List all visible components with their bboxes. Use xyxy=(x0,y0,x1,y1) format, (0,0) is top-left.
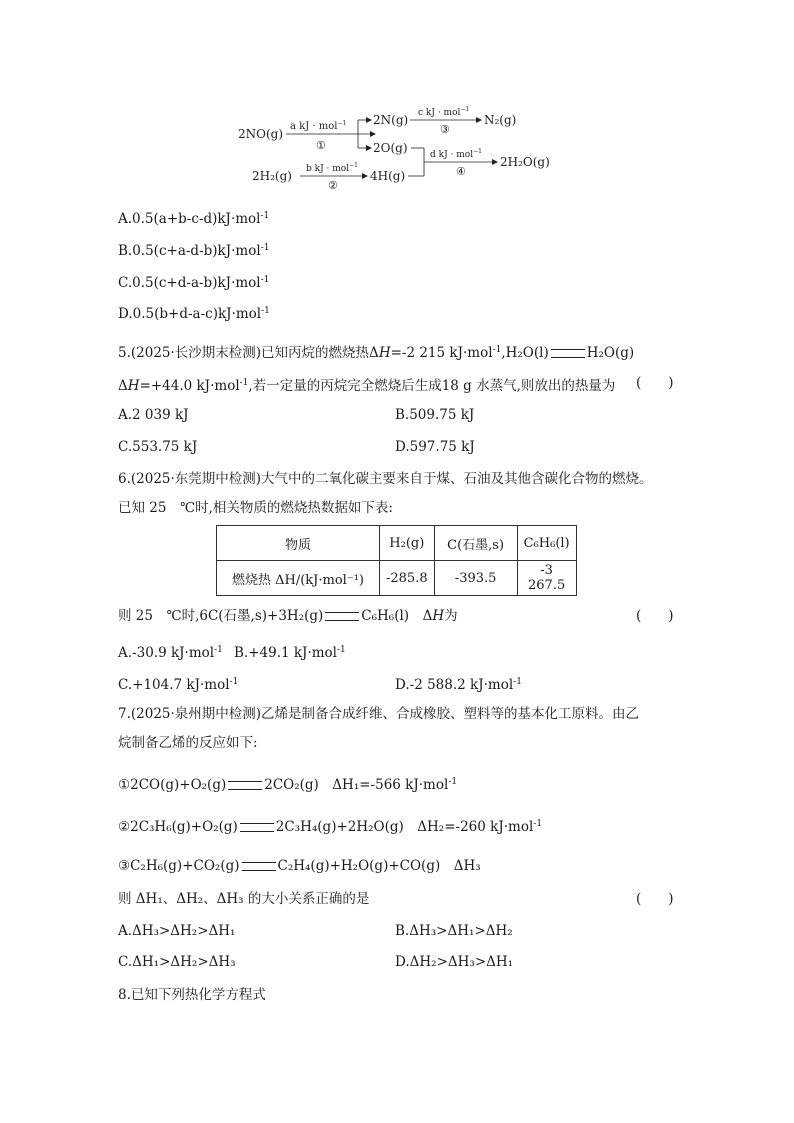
q5-option-d: D.597.75 kJ xyxy=(395,439,475,455)
q7-option-b: B.ΔH₃>ΔH₁>ΔH₂ xyxy=(395,923,513,939)
q4-option-c: C.0.5(c+d-a-b)kJ·mol$^{-1}$ xyxy=(118,275,270,291)
diagram-step1-label: a kJ · mol$^{-1}$ xyxy=(290,120,347,132)
table-row xyxy=(217,526,577,561)
diagram-h-atoms: 4H(g) xyxy=(370,169,406,183)
diagram-step4-num: ④ xyxy=(456,165,466,178)
q7-option-d: D.ΔH₂>ΔH₃>ΔH₁ xyxy=(395,954,514,970)
q6-stem-line2: 已知 25 ℃时,相关物质的燃烧热数据如下表: xyxy=(118,500,393,516)
q5-stem-line2: ΔH=+44.0 kJ·mol$^{-1}$,若一定量的丙烷完全燃烧后生成18 g 水蒸气,则放出的热量为 xyxy=(118,378,616,394)
q5-option-a: A.2 039 kJ xyxy=(118,407,189,423)
q6-option-d: D.-2 588.2 kJ·mol$^{-1}$ xyxy=(395,677,522,693)
q5-option-b: B.509.75 kJ xyxy=(395,407,475,423)
table-cell-benzene: -3 267.5 xyxy=(517,561,576,596)
q6-option-c: C.+104.7 kJ·mol$^{-1}$ xyxy=(118,677,239,693)
q7-equation-2: ②2C₃H₆(g)+O₂(g) 2C₃H₄(g)+2H₂O(g) ΔH₂=-260 kJ·mol$^{-1}$ xyxy=(118,819,543,835)
equation-sign xyxy=(242,862,276,871)
q7-stem-line1: 7.(2025·泉州期中检测)乙烯是制备合成纤维、合成橡胶、塑料等的基本化工原料。由乙 xyxy=(118,706,640,722)
equation-sign xyxy=(325,612,359,621)
table-cell-graphite: -393.5 xyxy=(434,561,517,596)
reaction-pathway-diagram xyxy=(230,100,570,195)
diagram-arrowhead-2 xyxy=(362,173,368,179)
q8-stem-line1: 8.已知下列热化学方程式 xyxy=(118,987,266,1003)
diagram-step2-label: b kJ · mol$^{-1}$ xyxy=(306,162,358,174)
diagram-step2-num: ② xyxy=(328,179,338,192)
q4-option-a: A.0.5(a+b-c-d)kJ·mol$^{-1}$ xyxy=(118,211,270,227)
diagram-arrowhead-1 xyxy=(370,131,376,137)
q4-option-b: B.0.5(c+a-d-b)kJ·mol$^{-1}$ xyxy=(118,243,270,259)
diagram-no-reactant: 2NO(g) xyxy=(238,127,284,141)
q7-stem-line2: 烷制备乙烯的反应如下: xyxy=(118,735,258,751)
diagram-h2o-product: 2H₂O(g) xyxy=(500,155,550,169)
q6-option-b: B.+49.1 kJ·mol$^{-1}$ xyxy=(234,645,346,661)
table-cell-h2: -285.8 xyxy=(380,561,435,596)
q7-answer-paren: ( ) xyxy=(636,891,674,907)
diagram-step3-label: c kJ · mol$^{-1}$ xyxy=(418,106,470,118)
table-header-h2: H₂(g) xyxy=(380,526,435,561)
q6-answer-paren: ( ) xyxy=(636,608,674,624)
diagram-step4-label: d kJ · mol$^{-1}$ xyxy=(430,148,482,160)
diagram-n-atoms: 2N(g) xyxy=(373,113,409,127)
q4-option-d: D.0.5(b+d-a-c)kJ·mol$^{-1}$ xyxy=(118,306,270,322)
q6-question: 则 25 ℃时,6C(石墨,s)+3H₂(g) C₆H₆(l) ΔH为 xyxy=(118,608,458,624)
diagram-arrowhead-4 xyxy=(492,159,498,165)
table-header-label: 物质 xyxy=(217,526,380,561)
q7-question: 则 ΔH₁、ΔH₂、ΔH₃ 的大小关系正确的是 xyxy=(118,891,370,907)
q7-option-a: A.ΔH₃>ΔH₂>ΔH₁ xyxy=(118,923,236,939)
diagram-arrowhead-3 xyxy=(476,117,482,123)
q5-option-c: C.553.75 kJ xyxy=(118,439,198,455)
equation-sign xyxy=(228,781,262,790)
combustion-heat-table xyxy=(216,525,577,596)
q5-answer-paren: ( ) xyxy=(636,375,674,391)
diagram-o-atoms: 2O(g) xyxy=(373,141,408,155)
q6-option-a: A.-30.9 kJ·mol$^{-1}$ xyxy=(118,645,223,661)
table-header-graphite: C(石墨,s) xyxy=(434,526,517,561)
q7-equation-3: ③C₂H₆(g)+CO₂(g) C₂H₄(g)+H₂O(g)+CO(g) ΔH₃ xyxy=(118,858,481,874)
q5-stem-line1: 5.(2025·长沙期末检测)已知丙烷的燃烧热ΔH=-2 215 kJ·mol$^{-1}$,H₂O(l) H₂O(g) xyxy=(118,345,635,361)
equation-sign xyxy=(551,349,585,358)
table-row xyxy=(217,561,577,596)
equation-sign xyxy=(240,823,274,832)
diagram-step1-num: ① xyxy=(316,139,326,152)
table-header-benzene: C₆H₆(l) xyxy=(517,526,576,561)
diagram-n2-product: N₂(g) xyxy=(484,113,517,127)
diagram-arrowhead-n xyxy=(366,117,372,123)
diagram-step3-num: ③ xyxy=(440,123,450,136)
q7-equation-1: ①2CO(g)+O₂(g) 2CO₂(g) ΔH₁=-566 kJ·mol$^{-1}$ xyxy=(118,777,458,793)
table-row-label: 燃烧热 ΔH/(kJ·mol⁻¹) xyxy=(217,561,380,596)
diagram-arrowhead-o xyxy=(366,145,372,151)
q7-option-c: C.ΔH₁>ΔH₂>ΔH₃ xyxy=(118,954,236,970)
q6-stem-line1: 6.(2025·东莞期中检测)大气中的二氧化碳主要来自于煤、石油及其他含碳化合物的燃烧。 xyxy=(118,471,653,487)
diagram-h2-reactant: 2H₂(g) xyxy=(252,169,292,183)
